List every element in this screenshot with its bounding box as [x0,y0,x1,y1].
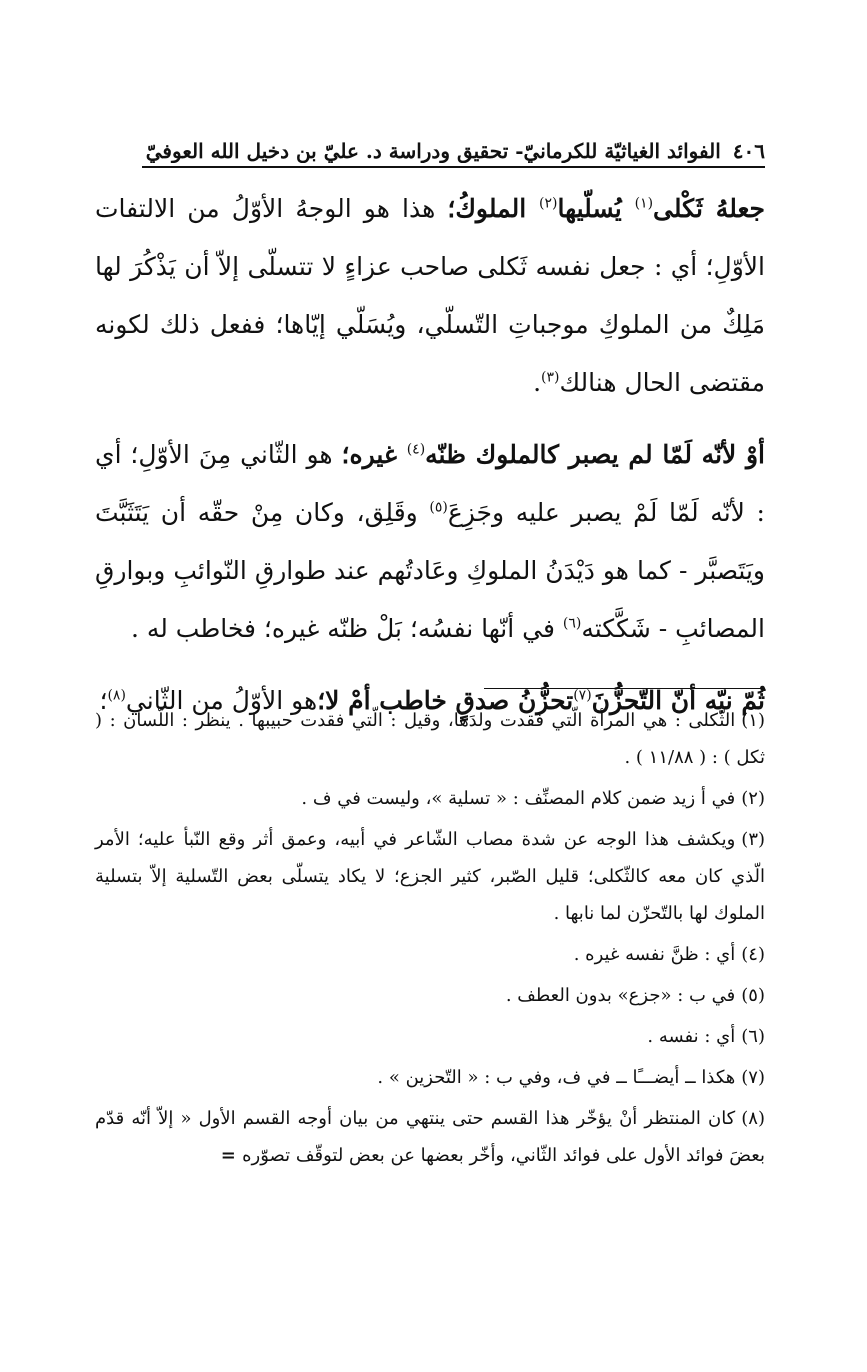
footnote-ref: (٧) [573,687,592,704]
footnote-text: في أ زيد ضمن كلام المصنِّف : « تسلية »، وليست في ف . [301,788,736,809]
continuation-mark: = [220,1145,243,1166]
footnote-text: أي : نفسه . [647,1026,736,1047]
footnote-ref: (٣) [541,369,560,386]
footnote [95,1018,765,1055]
footnote [95,936,765,973]
matn-text: جعلهُ ثَكْلى [653,194,765,223]
main-text [95,180,765,730]
page-header [142,125,765,163]
footnote [95,1100,765,1174]
matn-text: الملوكُ؛ [447,194,540,223]
commentary-text: وقَلِق، وكان مِنْ حقّه أن يَتَثَبَّتَ ويَتَصبَّر - كما هو دَيْدَنُ الملوكِ وعَادتُهم عند طوارقِ النّوائبِ وبوارقِ المصائبِ - شَكَّكته [95,498,765,643]
footnote-separator [484,688,765,689]
matn-text: ثُمّ نبّه أنّ التّحزُّنَ [591,686,765,715]
matn-text: أوْ لأنّه لَمّا لم يصبر كالملوك ظنّه [425,440,765,469]
page-number: ٤٠٦ [732,139,765,163]
footnote [95,821,765,932]
footnote-number: (٣) [741,829,766,850]
footnote-text: كان المنتظر أنْ يؤخّر هذا القسم حتى ينتهي من بيان أوجه القسم الأول « إلاّ أنّه قدّم بعضَ فوائد الأول على فوائد الثّاني، وأخّر بعضها عن بعض لتوقّف تصوّره [95,1108,765,1166]
footnote-ref: (٨) [107,687,126,704]
footnote-text: الثّكلى : هي المرأة الّتي فقدت ولدَها، وقيل : الّتي فقدت حبيبها . ينظر : اللّسان : ( ثكل ) : ( ١١/٨٨ ) . [95,710,765,768]
footnote-text: في ب : «جزع» بدون العطف . [505,985,736,1006]
footnote [95,780,765,817]
body-paragraph [95,426,765,658]
matn-text: غيره؛ [341,440,407,469]
matn-text: تحزُّنُ صدقٍ خاطب أمْ لا؛ [317,686,574,715]
footnote-number: (٤) [741,944,765,965]
footnote-number: (٨) [741,1108,765,1129]
footnote-number: (٢) [741,788,765,809]
commentary-text: في أنّها نفسُه؛ بَلْ ظنّه غيره؛ فخاطب له . [130,614,563,643]
footnote-ref: (١) [634,195,654,212]
footnote-ref: (٢) [539,195,558,212]
matn-text: يُسلّيها [557,194,635,223]
commentary-text: هذا هو الوجهُ الأوّلُ من الالتفات الأوّلِ؛ أي : جعل نفسه ثَكلى صاحب عزاءٍ لا تتسلّى إلاّ أن يَذْكُرَ لها مَلِكٌ من الملوكِ موجباتِ التّسلّي، ويُسَلّي إيّاها؛ ففعل ذلك لكونه مقتضى الحال هنالك [95,194,765,397]
footnote-ref: (٥) [429,499,448,516]
footnote-number: (٧) [741,1067,765,1088]
footnote-ref: (٦) [562,615,582,632]
header-rule [142,166,765,168]
footnote-number: (٦) [741,1026,765,1047]
footnote [95,702,765,776]
footnote-number: (١) [741,710,765,731]
commentary-text: هو الثّاني مِنَ الأوّلِ؛ أي : لأنّه لَمّا لَمْ يصبر عليه وجَزِعَ [95,440,765,527]
footnotes [95,702,765,1178]
footnote [95,977,765,1014]
commentary-text: . [533,368,542,397]
footnote-ref: (٤) [406,441,426,458]
footnote [95,1059,765,1096]
footnote-text: أي : ظنَّ نفسه غيره . [573,944,736,965]
footnote-text: ويكشف هذا الوجه عن شدة مصاب الشّاعر في أبيه، وعمق أثر وقع النّبأ عليه؛ الأمر الّذي كان معه كالثّكلى؛ قليل الصّبر، كثير الجزع؛ لا يكاد يتسلّى بعض التّسلية إلاّ بتسلية الملوك لها بالتّحزّن لما نابها . [95,829,765,924]
running-title: الفوائد الغياثيّة للكرمانيّ- تحقيق ودراسة د. عليّ بن دخيل الله العوفيّ [145,139,721,163]
footnote-number: (٥) [741,985,765,1006]
footnote-text: هكذا ــ أيضـــًا ــ في ف، وفي ب : « التّحزين » . [377,1067,736,1088]
commentary-text: هو الأوّلُ من الثّاني [125,686,318,715]
body-paragraph [95,180,765,412]
commentary-text: ؛ [99,686,108,715]
